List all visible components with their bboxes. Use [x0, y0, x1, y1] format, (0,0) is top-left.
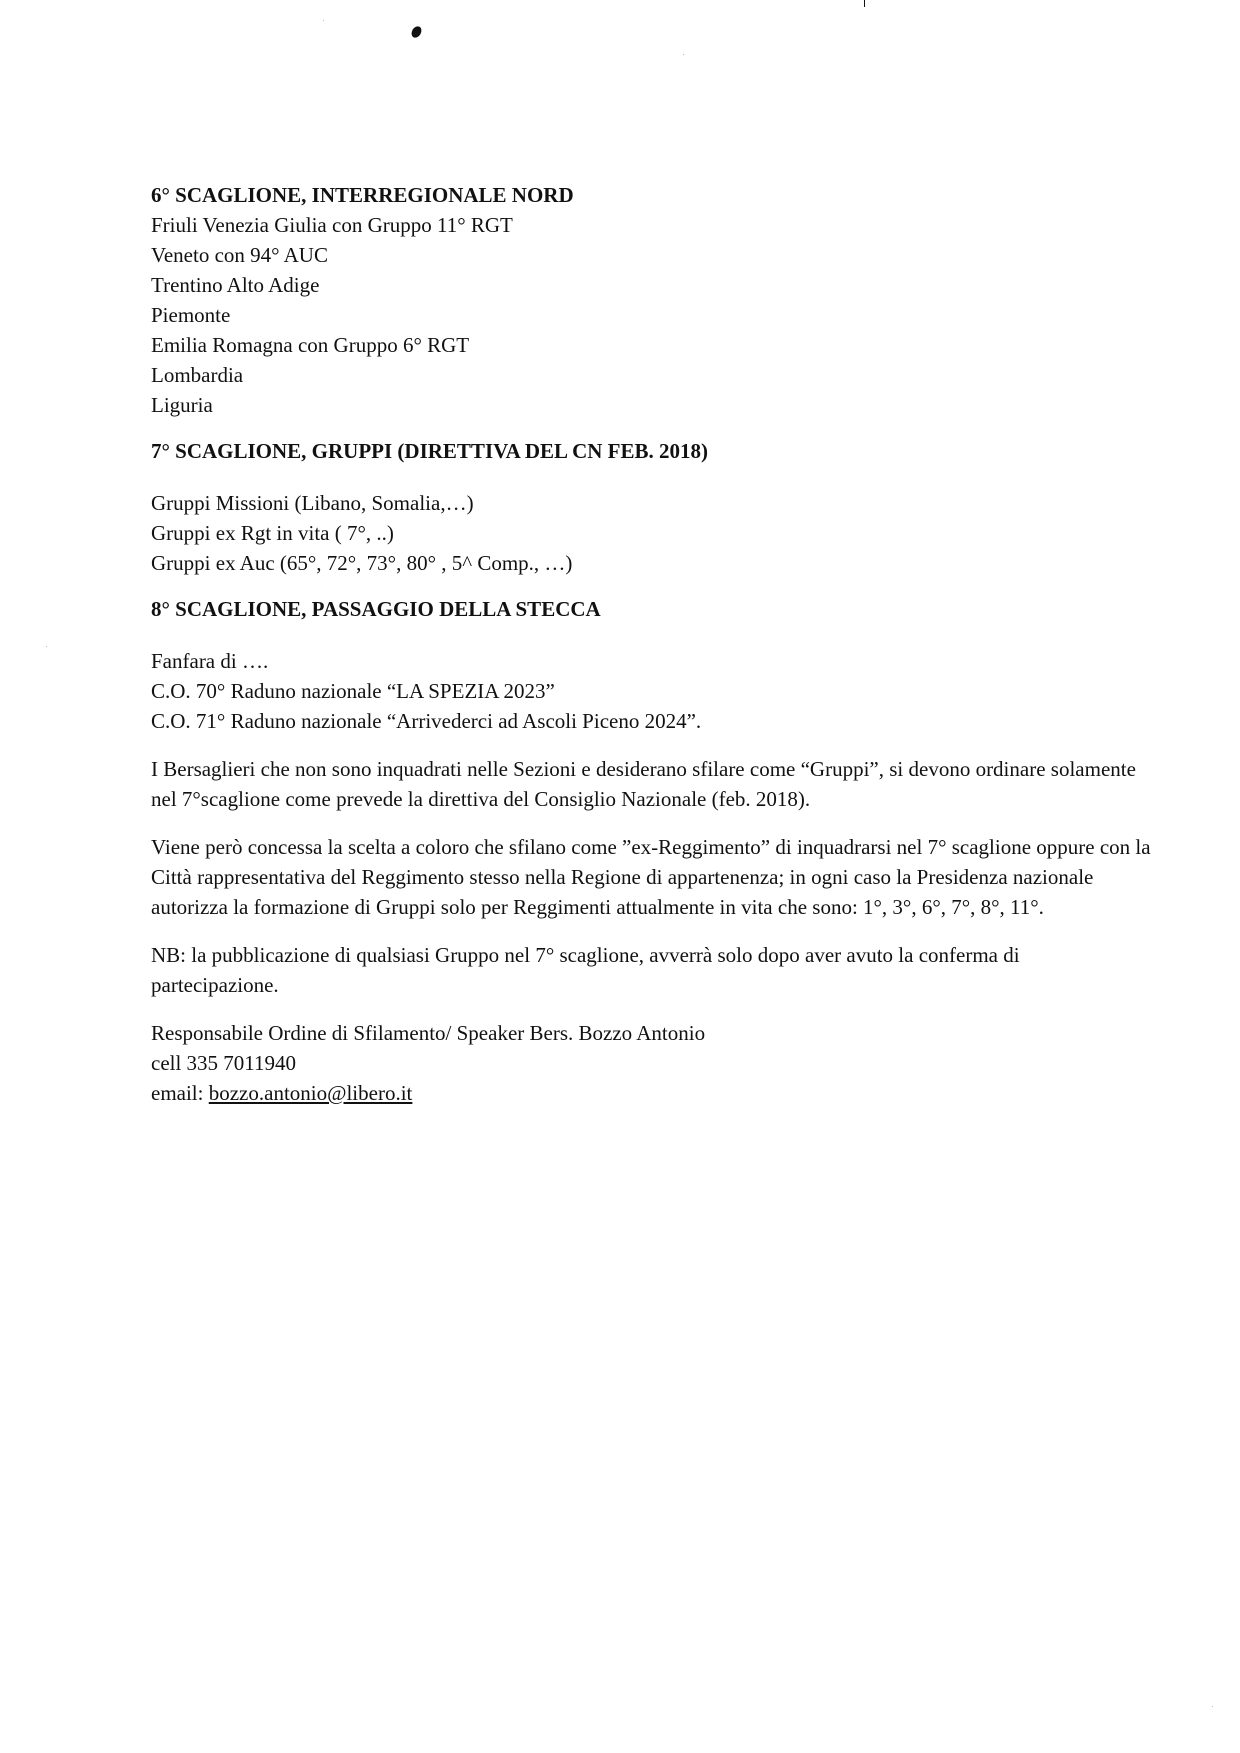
document-body [151, 180, 1151, 1108]
list-item: C.O. 71° Raduno nazionale “Arrivederci ad Ascoli Piceno 2024”. [151, 709, 702, 733]
list-item: Fanfara di …. [151, 649, 269, 673]
list-item: Gruppi Missioni (Libano, Somalia,…) [151, 491, 474, 515]
scan-speck [1212, 1706, 1213, 1707]
scan-tick-mark [864, 0, 865, 7]
list-item: Lombardia [151, 363, 244, 387]
section-6-scaglione [151, 180, 1151, 420]
contact-responsible: Responsabile Ordine di Sfilamento/ Speaker Bers. Bozzo Antonio [151, 1021, 706, 1045]
list-item: Piemonte [151, 303, 231, 327]
contact-cell: cell 335 7011940 [151, 1051, 297, 1075]
list-item: Emilia Romagna con Gruppo 6° RGT [151, 333, 470, 357]
contact-block [151, 1018, 1151, 1108]
list-item: Veneto con 94° AUC [151, 243, 328, 267]
paragraph-gruppi: I Bersaglieri che non sono inquadrati nelle Sezioni e desiderano sfilare come “Gruppi”, si devono ordinare solamente nel 7°scaglione come prevede la direttiva del Consiglio Nazionale (feb. 2018). [151, 757, 1136, 811]
section-7-scaglione [151, 436, 1151, 578]
email-label: email: [151, 1081, 209, 1105]
paragraph-nb: NB: la pubblicazione di qualsiasi Gruppo nel 7° scaglione, avverrà solo dopo aver avuto la conferma di partecipazione. [151, 943, 1020, 997]
list-item: Gruppi ex Auc (65°, 72°, 73°, 80° , 5^ Comp., …) [151, 551, 573, 575]
paragraph-ex-reggimento: Viene però concessa la scelta a coloro che sfilano come ”ex-Reggimento” di inquadrarsi nel 7° scaglione oppure con la Città rappresentativa del Reggimento stesso nella Regione di appartenenza; in ogni caso la Presidenza nazionale autorizza la formazione di Gruppi solo per Reggimenti attualmente in vita che sono: 1°, 3°, 6°, 7°, 8°, 11°. [151, 835, 1151, 919]
scan-speck [46, 646, 47, 647]
list-item: Liguria [151, 393, 213, 417]
scan-speck [323, 20, 324, 21]
list-item: Trentino Alto Adige [151, 273, 320, 297]
scan-speck [683, 54, 684, 55]
section-heading: 8° SCAGLIONE, PASSAGGIO DELLA STECCA [151, 597, 601, 621]
list-item: Friuli Venezia Giulia con Gruppo 11° RGT [151, 213, 513, 237]
section-list [151, 210, 1151, 420]
section-list [151, 488, 1151, 578]
email-link[interactable]: bozzo.antonio@libero.it [208, 1081, 413, 1105]
list-item: C.O. 70° Raduno nazionale “LA SPEZIA 2023” [151, 679, 555, 703]
list-item: Gruppi ex Rgt in vita ( 7°, ..) [151, 521, 394, 545]
section-heading: 6° SCAGLIONE, INTERREGIONALE NORD [151, 183, 574, 207]
contact-email-line [151, 1078, 1151, 1108]
scan-ink-mark [410, 25, 424, 40]
section-8-scaglione [151, 594, 1151, 736]
section-list [151, 646, 1151, 736]
section-heading: 7° SCAGLIONE, GRUPPI (DIRETTIVA DEL CN FEB. 2018) [151, 439, 709, 463]
